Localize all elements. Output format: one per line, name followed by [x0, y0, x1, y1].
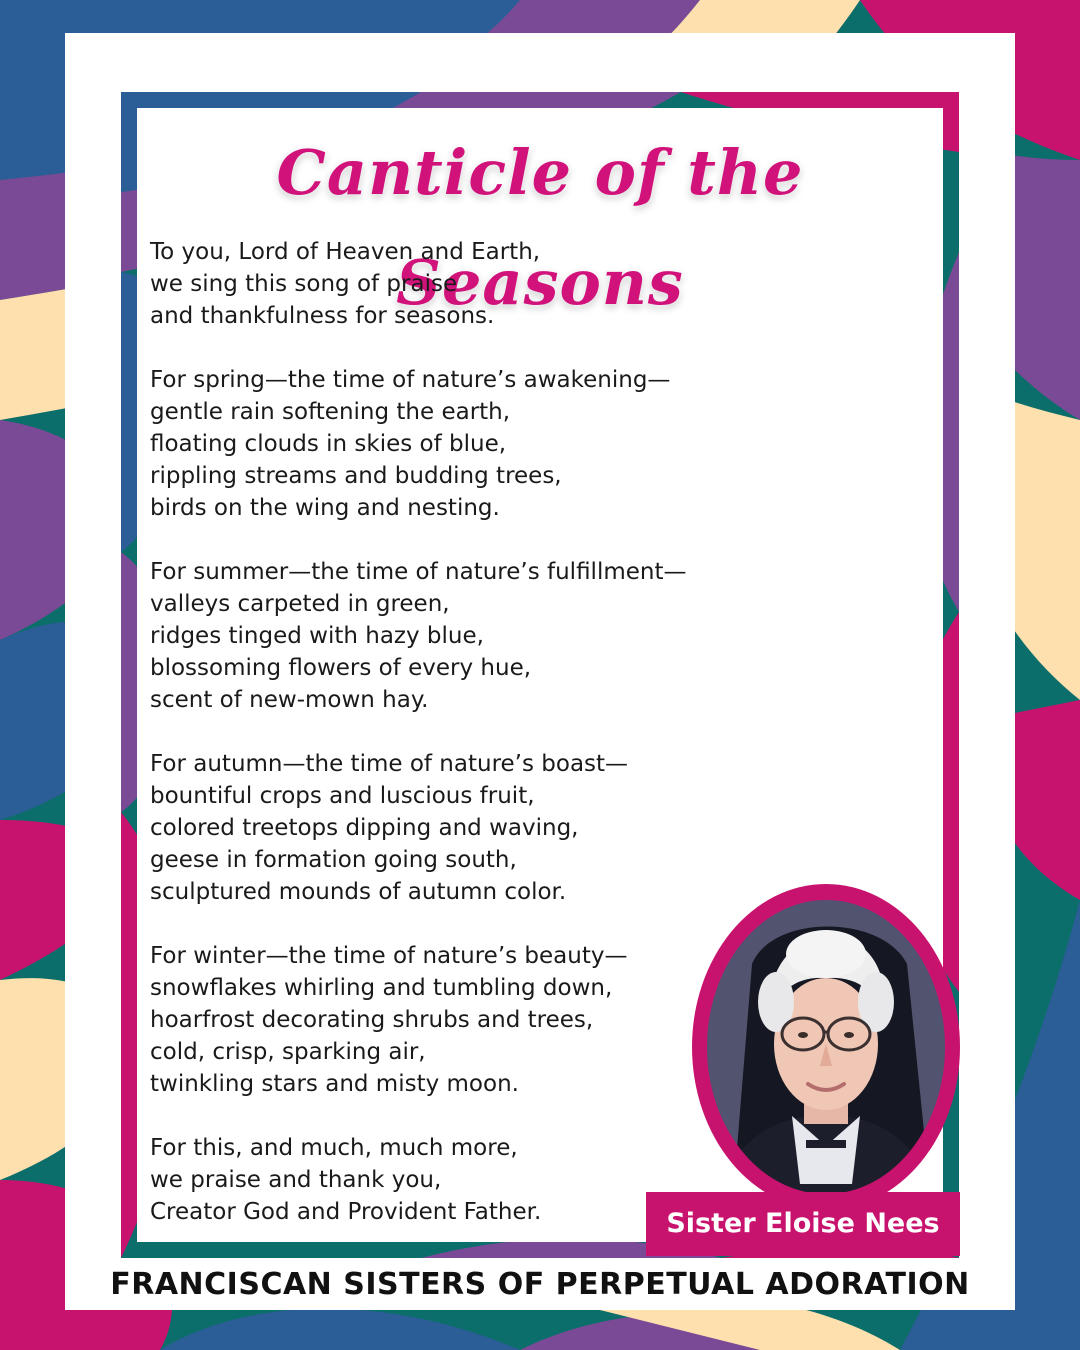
poem-line: For spring—the time of nature’s awakening— — [150, 367, 671, 393]
poem-line: bountiful crops and luscious fruit, — [150, 783, 535, 809]
poem-line: For this, and much, much more, — [150, 1135, 518, 1161]
poem-line: hoarfrost decorating shrubs and trees, — [150, 1007, 594, 1033]
poem-line: cold, crisp, sparking air, — [150, 1039, 426, 1065]
poem-title: Canticle of the Seasons — [276, 136, 804, 319]
stanza — [150, 748, 710, 908]
poem-line: and thankfulness for seasons. — [150, 303, 495, 329]
poem-line: blossoming flowers of every hue, — [150, 655, 532, 681]
poem-line: sculptured mounds of autumn color. — [150, 879, 567, 905]
poem-line: ridges tinged with hazy blue, — [150, 623, 484, 649]
poem-line: gentle rain softening the earth, — [150, 399, 511, 425]
poem-line: we sing this song of praise — [150, 271, 458, 297]
poem-line: we praise and thank you, — [150, 1167, 442, 1193]
stanza — [150, 364, 710, 524]
stanza — [150, 556, 710, 716]
portrait-photo — [692, 884, 960, 1210]
author-name: Sister Eloise Nees — [646, 1192, 960, 1256]
poem-body — [150, 236, 710, 1260]
poem-line: To you, Lord of Heaven and Earth, — [150, 239, 541, 265]
poem-line: For summer—the time of nature’s fulfillment— — [150, 559, 687, 585]
poem-line: snowflakes whirling and tumbling down, — [150, 975, 613, 1001]
poem-line: For autumn—the time of nature’s boast— — [150, 751, 629, 777]
poem-line: scent of new-mown hay. — [150, 687, 429, 713]
poem-line: geese in formation going south, — [150, 847, 517, 873]
poem-line: valleys carpeted in green, — [150, 591, 450, 617]
poem-line: twinkling stars and misty moon. — [150, 1071, 519, 1097]
poem-line: floating clouds in skies of blue, — [150, 431, 507, 457]
poem-line: For winter—the time of nature’s beauty— — [150, 943, 628, 969]
poem-line: colored treetops dipping and waving, — [150, 815, 579, 841]
organization-footer: FRANCISCAN SISTERS OF PERPETUAL ADORATION — [110, 1267, 970, 1302]
stanza — [150, 940, 710, 1100]
poem-line: rippling streams and budding trees, — [150, 463, 562, 489]
stanza — [150, 1132, 710, 1228]
stanza — [150, 236, 710, 332]
poem-line: Creator God and Provident Father. — [150, 1199, 542, 1225]
poem-line: birds on the wing and nesting. — [150, 495, 500, 521]
